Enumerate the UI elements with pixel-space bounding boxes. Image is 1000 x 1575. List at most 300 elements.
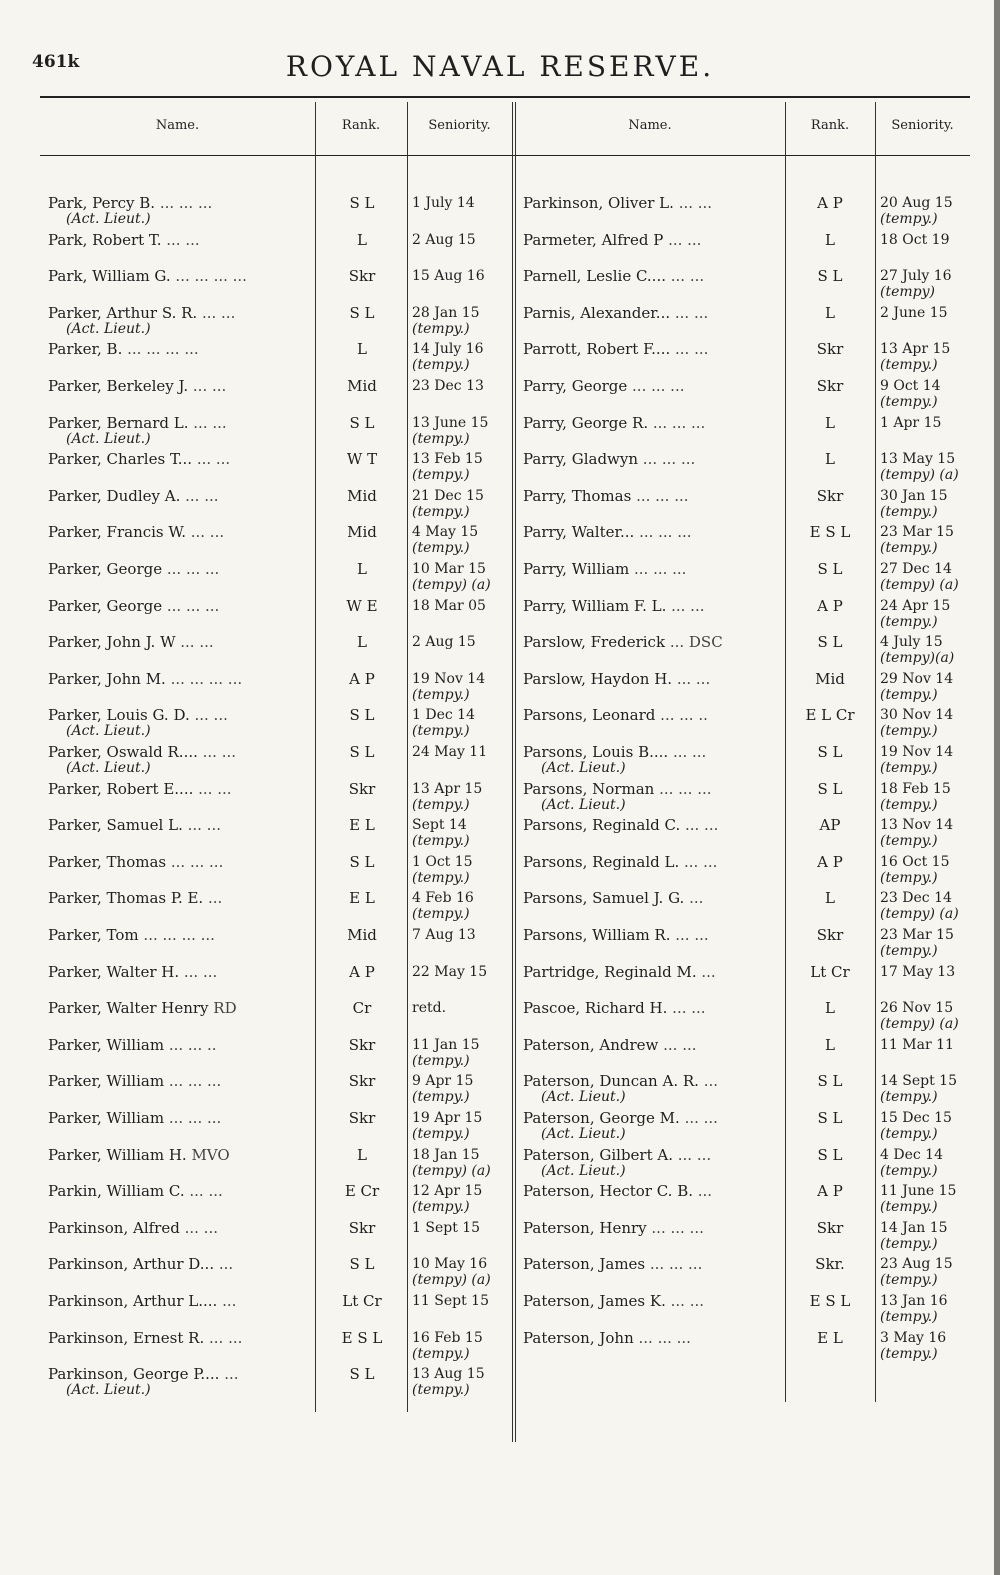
entry-seniority-note: (tempy.) [412,504,470,520]
entry-rank: L [825,1036,835,1054]
entry-name-text: Parsons, William R. [523,926,676,944]
entry-name-text: Parsons, Leonard [523,706,661,724]
entry-leader: ... ... ... ... [127,340,199,358]
entry-leader: ... ... [663,1036,697,1054]
entry-name [523,305,708,321]
entry-rank: E L Cr [805,706,855,724]
col-header-rank-left: Rank. [341,118,381,133]
entry-leader: ... ... [193,414,227,432]
entry-seniority: 13 Feb 15 [412,451,483,467]
entry-seniority-note: (tempy.) [880,540,938,556]
entry-seniority: 18 Oct 19 [880,232,950,248]
entry-seniority-note: (tempy.) [880,504,938,520]
entry-leader: ... ... [192,377,227,395]
entry-seniority-note: (tempy) (a) [412,1272,491,1288]
entry-name [523,890,703,906]
entry-seniority-note: (tempy.) [412,1053,470,1069]
header-rule [40,155,970,156]
entry-seniority-note: (tempy)(a) [880,650,955,666]
entry-name [48,268,247,284]
entry-rank: L [357,1146,367,1164]
entry-name-text: Parslow, Frederick [523,633,670,651]
entry-name-text: Parry, Gladwyn [523,450,643,468]
entry-note: (Act. Lieut.) [66,1382,151,1398]
entry-seniority-note: (tempy.) [412,431,470,447]
entry-seniority-note: (tempy) (a) [880,1016,959,1032]
entry-name-text: Parry, George R. [523,414,653,432]
entry-rank: L [825,889,835,907]
entry-note: (Act. Lieut.) [66,760,151,776]
entry-seniority: 2 Aug 15 [412,232,476,248]
entry-name-text: Parker, Dudley A. [48,487,186,505]
entry-seniority: 27 July 16 [880,268,952,284]
entry-seniority-note: (tempy.) [880,1199,938,1215]
entry-leader: ... ... ... [168,1072,222,1090]
entry-leader: ... ... ... [166,560,220,578]
entry-rank: S L [349,853,375,871]
entry-name [48,561,219,577]
entry-rank: Mid [815,670,845,688]
entry-name [523,634,723,650]
entry-name-text: Parker, George [48,597,167,615]
entry-seniority-note: (tempy) (a) [880,906,959,922]
entry-rank: S L [349,706,375,724]
top-rule [40,96,970,98]
entry-seniority-note: (tempy.) [412,870,470,886]
entry-name-text: Parsons, Norman [523,780,660,798]
entry-seniority: 14 Jan 15 [880,1220,948,1236]
entry-seniority: 16 Feb 15 [412,1330,483,1346]
entry-seniority-note: (tempy.) [880,943,938,959]
entry-name [523,451,695,467]
entry-seniority: 26 Nov 15 [880,1000,954,1016]
entry-name-text: Parsons, Reginald L. [523,853,684,871]
page-number: 461k [32,52,80,72]
entry-name-text: Parker, William [48,1036,169,1054]
entry-seniority: 23 Dec 14 [880,890,952,906]
entry-name-text: Parker, William H. [48,1146,192,1164]
entry-seniority-note: (tempy.) [880,357,938,373]
entry-seniority: 7 Aug 13 [412,927,476,943]
entry-name-text: Paterson, George M. [523,1109,685,1127]
entry-name-text: Parkin, William C. [48,1182,190,1200]
entry-name [48,1147,230,1163]
entry-seniority: 1 Sept 15 [412,1220,481,1236]
entry-seniority-note: (tempy.) [880,1126,938,1142]
entry-name [48,341,199,357]
entry-note: (Act. Lieut.) [66,431,151,447]
entry-rank: Mid [347,487,377,505]
entry-leader: ... [703,1072,718,1090]
entry-name [523,1330,691,1346]
page-edge-shadow [994,0,1000,1575]
entry-rank: L [357,340,367,358]
entry-name [48,927,215,943]
entry-rank: L [825,304,835,322]
entry-rank: S L [349,1255,375,1273]
entry-name [48,524,224,540]
entry-seniority-note: (tempy.) [412,906,470,922]
entry-name [48,1366,239,1382]
entry-seniority: 27 Dec 14 [880,561,952,577]
entry-seniority: 30 Jan 15 [880,488,948,504]
entry-seniority-note: (tempy.) [880,1309,938,1325]
entry-name-text: Parsons, Samuel J. G. [523,889,690,907]
entry-seniority: 19 Nov 14 [880,744,954,760]
entry-seniority: Sept 14 [412,817,467,833]
entry-name-text: Park, Robert T. [48,231,167,249]
entry-name-text: Park, Percy B. [48,194,160,212]
entry-name-text: Parker, William [48,1072,169,1090]
entry-name-text: Parker, Tom [48,926,144,944]
entry-rank: E S L [809,523,851,541]
entry-name [48,232,200,248]
entry-seniority: 13 Apr 15 [880,341,951,357]
entry-seniority: 17 May 13 [880,964,956,980]
entry-seniority-note: (tempy.) [880,723,938,739]
entry-rank: L [825,414,835,432]
entry-name-text: Pascoe, Richard H. [523,999,673,1017]
entry-name-text: Parkinson, George P.... [48,1365,225,1383]
entry-name [523,341,708,357]
entry-rank: Mid [347,523,377,541]
entry-rank: Mid [347,377,377,395]
entry-name [523,744,706,760]
entry-leader: ... ... ... [170,853,224,871]
entry-name-text: Parsons, Reginald C. [523,816,685,834]
entry-name [48,1000,237,1016]
entry-name-text: Parry, Walter... [523,523,640,541]
entry-seniority-note: (tempy.) [880,870,938,886]
entry-leader: ... ... [187,816,221,834]
entry-seniority-note: (tempy) (a) [880,467,959,483]
entry-seniority: 13 Aug 15 [412,1366,485,1382]
entry-seniority: 2 Aug 15 [412,634,476,650]
entry-rank: Skr [348,267,376,285]
entry-leader: ... ... [209,1329,243,1347]
entry-leader: ... [222,1292,237,1310]
entry-name-text: Parkinson, Oliver L. [523,194,679,212]
entry-rank: S L [817,1109,843,1127]
entry-name-text: Parker, B. [48,340,128,358]
entry-seniority: 23 Aug 15 [880,1256,953,1272]
entry-name [48,744,236,760]
entry-seniority: 4 Dec 14 [880,1147,943,1163]
entry-name-text: Parnell, Leslie C.... [523,267,671,285]
entry-seniority-note: (tempy.) [412,723,470,739]
entry-name-text: Parry, William [523,560,634,578]
entry-name-text: Paterson, Duncan A. R. [523,1072,704,1090]
entry-seniority-note: (tempy.) [880,614,938,630]
entry-seniority: 20 Aug 15 [880,195,953,211]
entry-seniority: 11 June 15 [880,1183,957,1199]
entry-name [523,1073,718,1089]
entry-leader: ... ... ... ... [175,267,247,285]
column-divider [315,102,316,1412]
entry-name-text: Parkinson, Alfred [48,1219,185,1237]
entry-seniority-note: (tempy.) [880,211,938,227]
entry-seniority: 18 Jan 15 [412,1147,480,1163]
entry-seniority: 4 Feb 16 [412,890,474,906]
entry-leader: ... ... ... [651,1219,704,1237]
entry-leader: ... ... ... [636,487,689,505]
entry-seniority: 1 Oct 15 [412,854,473,870]
entry-leader: ... ... [196,450,231,468]
entry-rank: W T [346,450,378,468]
entry-leader: ... ... [678,194,713,212]
entry-leader: ... ... ... ... [143,926,215,944]
entry-name [48,707,228,723]
entry-name [48,671,242,687]
entry-seniority-note: (tempy.) [412,797,470,813]
entry-seniority: 1 Dec 14 [412,707,475,723]
entry-seniority: 29 Nov 14 [880,671,954,687]
entry-rank: A P [817,597,843,615]
entry-rank: E L [817,1329,843,1347]
entry-leader: ... ... ... [638,1329,691,1347]
entry-name [523,817,718,833]
entry-name-text: Parker, George [48,560,167,578]
entry-leader: RD [213,999,237,1017]
entry-name-text: Parker, Bernard L. [48,414,194,432]
entry-seniority: 11 Mar 11 [880,1037,954,1053]
entry-leader: ... ... [670,1292,705,1310]
entry-rank: AP [819,816,841,834]
entry-leader: ... [218,1255,234,1273]
entry-rank: S L [817,560,843,578]
entry-name [48,890,222,906]
entry-seniority-note: (tempy.) [412,1382,470,1398]
entry-name [523,488,689,504]
entry-seniority: 14 July 16 [412,341,484,357]
entry-seniority-note: (tempy.) [880,1089,938,1105]
entry-seniority: 24 May 11 [412,744,488,760]
entry-leader: ... ... ... ... [170,670,243,688]
entry-rank: S L [817,780,843,798]
entry-name [48,817,221,833]
entry-rank: E Cr [344,1182,380,1200]
entry-rank: Skr [816,377,844,395]
entry-seniority: 21 Dec 15 [412,488,484,504]
entry-leader: ... ... ... [652,414,706,432]
entry-seniority: 18 Feb 15 [880,781,951,797]
entry-name-text: Parker, Samuel L. [48,816,188,834]
entry-seniority: 12 Apr 15 [412,1183,483,1199]
entry-seniority-note: (tempy) (a) [412,1163,491,1179]
entry-seniority-note: (tempy.) [880,687,938,703]
entry-seniority-note: (tempy.) [412,321,470,337]
entry-name [48,451,230,467]
entry-rank: A P [817,1182,843,1200]
entry-name [523,1147,711,1163]
entry-leader: ... [224,1365,239,1383]
entry-name [48,598,219,614]
entry-seniority: 23 Mar 15 [880,524,954,540]
entry-seniority-note: (tempy.) [880,394,938,410]
entry-seniority-note: (tempy.) [412,1126,470,1142]
column-divider [875,102,876,1402]
entry-name [48,781,232,797]
entry-seniority: 22 May 15 [412,964,488,980]
entry-name [48,1293,236,1309]
entry-name [48,964,217,980]
entry-name [48,1330,242,1346]
entry-name [48,1073,221,1089]
entry-name-text: Parry, Thomas [523,487,637,505]
entry-leader: ... ... [670,267,705,285]
entry-leader: ... ... [202,743,237,761]
entry-seniority: 1 July 14 [412,195,475,211]
entry-name-text: Paterson, James [523,1255,650,1273]
entry-seniority-note: (tempy.) [880,833,938,849]
entry-name [523,854,717,870]
entry-leader: ... ... ... [639,523,692,541]
entry-name-text: Paterson, Gilbert A. [523,1146,678,1164]
entry-seniority: 13 Jan 16 [880,1293,948,1309]
entry-rank: E L [349,816,375,834]
entry-seniority-note: (tempy) [880,284,935,300]
entry-seniority: 15 Dec 15 [880,1110,952,1126]
entry-name-text: Parker, Arthur S. R. [48,304,202,322]
entry-name [523,195,712,211]
entry-seniority: 28 Jan 15 [412,305,480,321]
entry-rank: E S L [809,1292,851,1310]
entry-leader: ... ... [189,1182,223,1200]
entry-leader: ... ... [201,304,236,322]
entry-seniority-note: (tempy) (a) [880,577,959,593]
entry-note: (Act. Lieut.) [541,1163,626,1179]
column-divider [407,102,408,1412]
entry-rank: Mid [347,926,377,944]
entry-seniority: 2 June 15 [880,305,948,321]
entry-seniority: 15 Aug 16 [412,268,485,284]
entry-rank: L [825,450,835,468]
entry-seniority: 13 June 15 [412,415,489,431]
entry-rank: Skr [348,1219,376,1237]
entry-name-text: Parker, Robert E.... [48,780,199,798]
entry-seniority: 19 Apr 15 [412,1110,483,1126]
entry-rank: S L [349,1365,375,1383]
entry-name-text: Parnis, Alexander... [523,304,675,322]
entry-seniority: 4 May 15 [412,524,479,540]
entry-name-text: Parslow, Haydon H. [523,670,677,688]
entry-name-text: Parker, Francis W. [48,523,191,541]
entry-seniority-note: (tempy.) [412,833,470,849]
entry-seniority: 24 Apr 15 [880,598,951,614]
page-title: ROYAL NAVAL RESERVE. [285,50,715,83]
entry-rank: S L [349,743,375,761]
entry-rank: S L [817,633,843,651]
entry-name [523,671,710,687]
entry-seniority: 10 May 16 [412,1256,488,1272]
col-header-name-left: Name. [155,118,200,133]
entry-leader: ... ... ... [634,560,687,578]
entry-name [523,1000,706,1016]
entry-rank: Skr [348,780,376,798]
column-divider [785,102,786,1402]
entry-leader: ... ... ... [159,194,213,212]
entry-leader: ... ... [677,1146,712,1164]
entry-name-text: Paterson, John [523,1329,639,1347]
entry-name [48,1220,218,1236]
entry-name-text: Partridge, Reginald M. [523,963,702,981]
entry-seniority-note: (tempy.) [880,1272,938,1288]
entry-name [523,378,684,394]
entry-name-text: Parsons, Louis B.... [523,743,673,761]
entry-seniority: 23 Dec 13 [412,378,484,394]
entry-seniority-note: (tempy.) [412,540,470,556]
entry-name-text: Parker, Thomas [48,853,171,871]
entry-rank: Cr [352,999,372,1017]
entry-leader: ... ... [672,999,706,1017]
entry-leader: ... ... [668,231,702,249]
entry-seniority-note: (tempy) (a) [412,577,491,593]
entry-seniority: 1 Apr 15 [880,415,942,431]
entry-note: (Act. Lieut.) [66,321,151,337]
col-header-seniority-right: Seniority. [891,118,954,133]
entry-seniority-note: (tempy.) [880,1236,938,1252]
entry-leader: ... ... .. [660,706,708,724]
entry-name-text: Parkinson, Arthur D... [48,1255,219,1273]
entry-note: (Act. Lieut.) [66,723,151,739]
entry-rank: S L [817,743,843,761]
entry-leader: ... ... [198,780,232,798]
entry-name-text: Paterson, Andrew [523,1036,664,1054]
entry-leader: ... ... [671,597,705,615]
entry-leader: ... ... [185,487,219,505]
entry-name-text: Parmeter, Alfred P [523,231,669,249]
entry-seniority-note: (tempy.) [880,1163,938,1179]
entry-leader: ... ... [184,1219,218,1237]
entry-name [48,1110,221,1126]
entry-rank: Skr [348,1072,376,1090]
entry-seniority: 9 Apr 15 [412,1073,474,1089]
entry-name [48,305,235,321]
entry-leader: ... ... [183,963,218,981]
entry-rank: W E [346,597,378,615]
entry-name [48,378,226,394]
entry-leader: ... [697,1182,713,1200]
entry-rank: L [825,999,835,1017]
entry-rank: Skr [816,1219,844,1237]
entry-rank: Skr [816,487,844,505]
entry-leader: ... ... [684,1109,718,1127]
entry-leader: ... ... [180,633,214,651]
entry-rank: S L [817,1072,843,1090]
col-header-rank-right: Rank. [810,118,850,133]
entry-name [48,415,227,431]
entry-name-text: Parrott, Robert F.... [523,340,676,358]
entry-leader: ... ... [672,743,707,761]
entry-name-text: Parker, Thomas P. E. [48,889,208,907]
entry-name-text: Parkinson, Ernest R. [48,1329,209,1347]
entry-rank: Lt Cr [342,1292,382,1310]
entry-seniority: 3 May 16 [880,1330,947,1346]
entry-name [523,781,712,797]
entry-note: (Act. Lieut.) [541,1089,626,1105]
entry-rank: S L [817,1146,843,1164]
entry-seniority: 13 Nov 14 [880,817,954,833]
entry-name [523,927,709,943]
entry-leader: ... ... ... [166,597,220,615]
entry-seniority-note: (tempy.) [880,760,938,776]
entry-name [523,524,692,540]
entry-seniority-note: (tempy.) [412,687,470,703]
entry-seniority: 30 Nov 14 [880,707,954,723]
entry-rank: Skr [816,340,844,358]
entry-name [523,1220,704,1236]
entry-name-text: Parker, William [48,1109,169,1127]
